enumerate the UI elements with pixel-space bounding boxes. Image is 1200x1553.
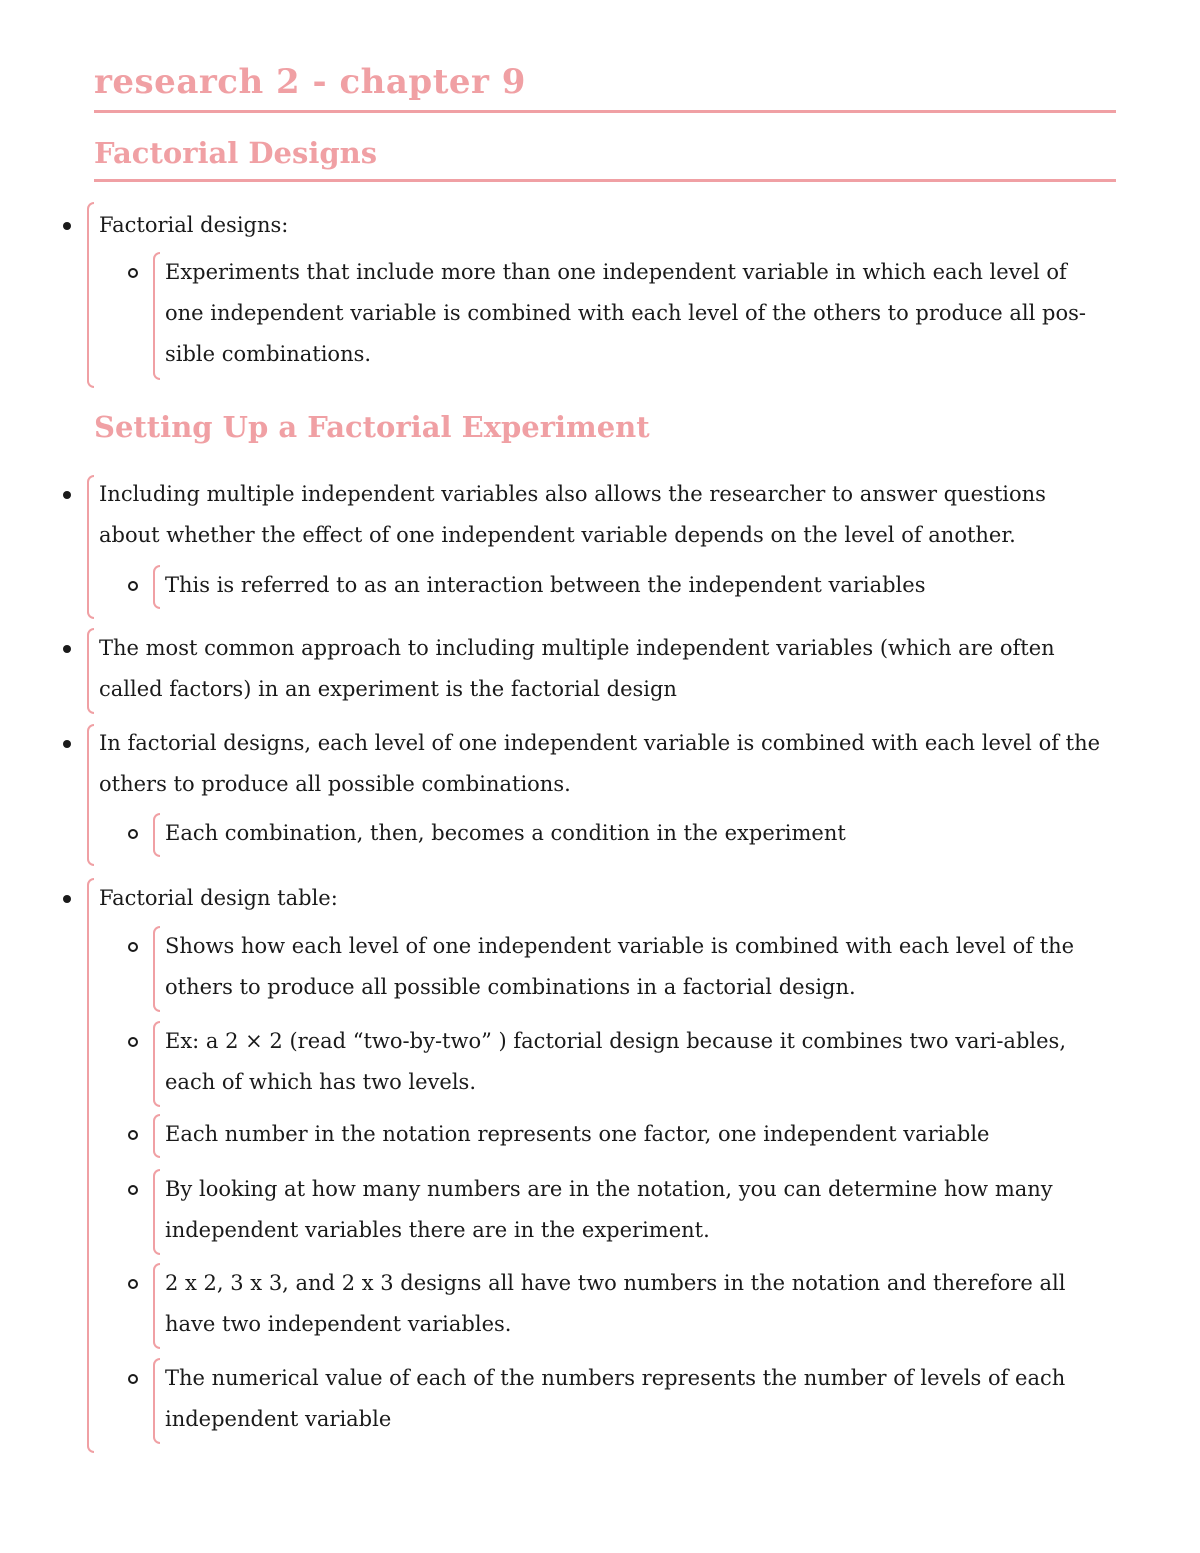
item-bracket bbox=[153, 813, 160, 857]
hollow-bullet-icon bbox=[128, 268, 138, 278]
section-divider bbox=[94, 179, 1116, 182]
hollow-bullet-icon bbox=[128, 942, 138, 952]
section-heading-factorial-designs: Factorial Designs bbox=[94, 136, 378, 170]
bullet-icon bbox=[63, 740, 71, 748]
item-text: Factorial designs: bbox=[99, 213, 289, 237]
item-bracket bbox=[87, 475, 94, 619]
item-bracket bbox=[153, 926, 160, 1012]
item-text: Shows how each level of one independent variable is combined with each level of the others to produce all possible combinations in a factorial design. bbox=[165, 934, 1075, 999]
bullet-icon bbox=[63, 895, 71, 903]
item-text: By looking at how many numbers are in the notation, you can determine how many independent variables there are in the experiment. bbox=[165, 1177, 1053, 1242]
item-text: Factorial design table: bbox=[99, 886, 338, 910]
item-bracket bbox=[87, 878, 94, 1453]
item-bracket bbox=[153, 1263, 160, 1349]
item-bracket bbox=[153, 1169, 160, 1255]
item-text: In factorial designs, each level of one independent variable is combined with each level of the others to produce all possible combinations. bbox=[99, 731, 1101, 796]
item-bracket bbox=[87, 724, 94, 866]
item-text: This is referred to as an interaction between the independent variables bbox=[165, 573, 926, 597]
hollow-bullet-icon bbox=[128, 1037, 138, 1047]
item-text: Experiments that include more than one independent variable in which each level of one independent variable is combined with each level of the others to produce all pos-sible combinations. bbox=[165, 260, 1086, 366]
hollow-bullet-icon bbox=[128, 1185, 138, 1195]
item-bracket bbox=[153, 1114, 160, 1158]
hollow-bullet-icon bbox=[128, 1130, 138, 1140]
item-text: Including multiple independent variables also allows the researcher to answer questions about whether the effect of one independent variable depends on the level of another. bbox=[99, 482, 1046, 547]
bullet-icon bbox=[63, 645, 71, 653]
item-text: Each number in the notation represents one factor, one independent variable bbox=[165, 1122, 990, 1146]
item-bracket bbox=[153, 1358, 160, 1444]
hollow-bullet-icon bbox=[128, 581, 138, 591]
item-text: The numerical value of each of the numbers represents the number of levels of each independent variable bbox=[165, 1366, 1066, 1431]
hollow-bullet-icon bbox=[128, 829, 138, 839]
item-bracket bbox=[153, 252, 160, 380]
item-text: The most common approach to including multiple independent variables (which are often called factors) in an experiment is the factorial design bbox=[99, 636, 1055, 701]
hollow-bullet-icon bbox=[128, 1374, 138, 1384]
item-bracket bbox=[153, 565, 160, 609]
bullet-icon bbox=[63, 222, 71, 230]
item-text: 2 x 2, 3 x 3, and 2 x 3 designs all have two numbers in the notation and therefore all have two independent variables. bbox=[165, 1271, 1066, 1336]
item-text: Ex: a 2 × 2 (read “two-by-two” ) factorial design because it combines two vari-ables, each of which has two levels. bbox=[165, 1029, 1066, 1094]
document-title: research 2 - chapter 9 bbox=[94, 62, 526, 102]
item-bracket bbox=[87, 202, 94, 388]
item-bracket bbox=[153, 1021, 160, 1107]
item-text: Each combination, then, becomes a condition in the experiment bbox=[165, 821, 846, 845]
bullet-icon bbox=[63, 491, 71, 499]
section-heading-setting-up: Setting Up a Factorial Experiment bbox=[94, 410, 650, 444]
title-divider bbox=[94, 110, 1116, 113]
item-bracket bbox=[87, 628, 94, 714]
hollow-bullet-icon bbox=[128, 1279, 138, 1289]
